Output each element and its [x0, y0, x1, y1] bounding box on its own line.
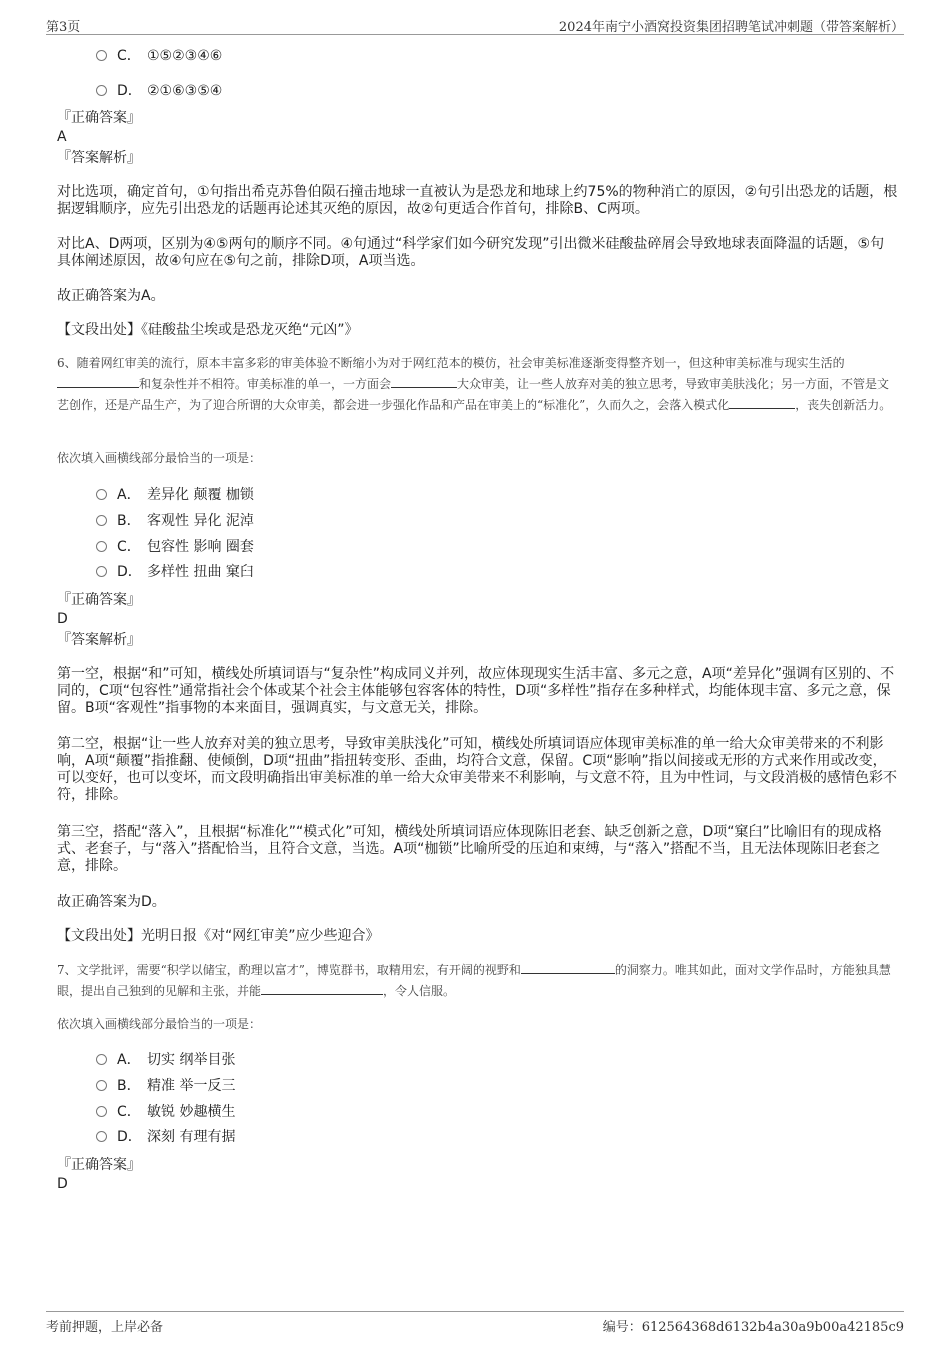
- fill-blank: [729, 396, 795, 409]
- document-code: 编号：612564368d6132b4a30a9b00a42185c9: [602, 1320, 904, 1335]
- correct-answer: A: [57, 129, 67, 145]
- q6-option-a[interactable]: A． 差异化 颠覆 枷锁: [96, 485, 254, 505]
- correct-answer: D: [57, 611, 68, 627]
- radio-icon[interactable]: [96, 1080, 107, 1091]
- analysis-paragraph: 第三空，搭配“落入”，且根据“标准化”“模式化”可知，横线处所填词语应体现陈旧老套、缺乏创新之意，D项“窠臼”比喻旧有的现成格式、老套子，与“落入”搭配恰当，且符合文意，当选。A项“枷锁”比喻所受的压迫和束缚，与“落入”搭配不当，且无法体现陈旧老套之意，排除。: [57, 824, 882, 874]
- page-footer: [46, 1311, 904, 1336]
- q6-option-d[interactable]: D． 多样性 扭曲 窠臼: [96, 562, 254, 582]
- page-header: [46, 14, 904, 35]
- q6-option-c[interactable]: C． 包容性 影响 圈套: [96, 537, 254, 557]
- radio-icon[interactable]: [96, 489, 107, 500]
- q7-option-b[interactable]: B． 精准 举一反三: [96, 1076, 235, 1096]
- q7-option-d[interactable]: D． 深刻 有理有据: [96, 1127, 235, 1147]
- analysis-label: 『答案解析』: [57, 150, 141, 166]
- analysis-label: 『答案解析』: [57, 632, 141, 648]
- fill-blank: [57, 375, 139, 388]
- page-number: 第3页: [46, 20, 81, 35]
- fill-blank: [261, 982, 383, 995]
- radio-icon[interactable]: [96, 1106, 107, 1117]
- question-prompt: 依次填入画横线部分最恰当的一项是：: [57, 1017, 262, 1031]
- q5-option-c[interactable]: C． ①⑤②③④⑥: [96, 46, 222, 66]
- question-6-stem: 6、随着网红审美的流行，原本丰富多彩的审美体验不断缩小为对于网红范本的模仿，社会审美标准逐渐变得整齐划一，但这种审美标准与现实生活的和复杂性并不相符。审美标准的单一，一方面会 大众审美，让一些人放弃对美的独立思考，导致审美肤浅化；另一方面，不管是文艺创作，还是产品生产，为了迎合所谓的大众审美，都会进一步强化作品和产品在审美上的“标准化”，久而久之，会落入模式化 ，丧失创新活力。: [57, 356, 892, 412]
- q7-option-a[interactable]: A． 切实 纲举目张: [96, 1050, 235, 1070]
- radio-icon[interactable]: [96, 85, 107, 96]
- radio-icon[interactable]: [96, 541, 107, 552]
- question-prompt: 依次填入画横线部分最恰当的一项是：: [57, 451, 262, 465]
- radio-icon[interactable]: [96, 1131, 107, 1142]
- answer-label: 『正确答案』: [57, 1157, 141, 1173]
- analysis-conclusion: 故正确答案为A。: [57, 288, 165, 304]
- radio-icon[interactable]: [96, 1054, 107, 1065]
- text-source: 【文段出处】《硅酸盐尘埃或是恐龙灭绝“元凶”》: [57, 322, 359, 338]
- document-title: 2024年南宁小酒窝投资集团招聘笔试冲刺题（带答案解析）: [558, 20, 904, 35]
- radio-icon[interactable]: [96, 515, 107, 526]
- analysis-paragraph: 对比选项，确定首句，①句指出希克苏鲁伯陨石撞击地球一直被认为是恐龙和地球上约75%的物种消亡的原因，②句引出恐龙的话题，根据逻辑顺序，应先引出恐龙的话题再论述其灭绝的原因，故②句更适合作首句，排除B、C两项。: [57, 184, 898, 217]
- question-7-stem: 7、文学批评，需要“积学以储宝，酌理以富才”，博览群书，取精用宏，有开阔的视野和 的洞察力。唯其如此，面对文学作品时，方能独具慧眼，提出自己独到的见解和主张，并能 ，令人信服。: [57, 963, 891, 998]
- answer-label: 『正确答案』: [57, 592, 141, 608]
- q5-option-d[interactable]: D． ②①⑥③⑤④: [96, 81, 222, 101]
- analysis-conclusion: 故正确答案为D。: [57, 894, 166, 910]
- analysis-paragraph: 对比A、D两项，区别为④⑤两句的顺序不同。④句通过“科学家们如今研究发现”引出微米硅酸盐碎屑会导致地球表面降温的话题，⑤句具体阐述原因，故④句应在⑤句之前，排除D项，A项当选。: [57, 236, 885, 269]
- radio-icon[interactable]: [96, 50, 107, 61]
- answer-label: 『正确答案』: [57, 110, 141, 126]
- footer-slogan: 考前押题，上岸必备: [46, 1320, 164, 1335]
- fill-blank: [521, 961, 615, 974]
- radio-icon[interactable]: [96, 566, 107, 577]
- correct-answer: D: [57, 1176, 68, 1192]
- text-source: 【文段出处】光明日报《对“网红审美”应少些迎合》: [57, 928, 380, 944]
- analysis-paragraph: 第一空，根据“和”可知，横线处所填词语与“复杂性”构成同义并列，故应体现现实生活丰富、多元之意，A项“差异化”强调有区别的、不同的，C项“包容性”通常指社会个体或某个社会主体能够包容客体的特性，D项“多样性”指存在多种样式，均能体现丰富、多元之意，保留。B项“客观性”指事物的本来面目，强调真实，与文意无关，排除。: [57, 666, 895, 716]
- q6-option-b[interactable]: B． 客观性 异化 泥淖: [96, 511, 254, 531]
- fill-blank: [391, 375, 457, 388]
- analysis-paragraph: 第二空，根据“让一些人放弃对美的独立思考，导致审美肤浅化”可知，横线处所填词语应体现审美标准的单一给大众审美带来的不利影响，A项“颠覆”指推翻、使倾倒，D项“扭曲”指扭转变形、歪曲，均符合文意，保留。C项“影响”指以间接或无形的方式来作用或改变，可以变好，也可以变坏，而文段明确指出审美标准的单一给大众审美带来不利影响，与文意不符，且为中性词，与文段消极的感情色彩不符，排除。: [57, 736, 897, 803]
- q7-option-c[interactable]: C． 敏锐 妙趣横生: [96, 1102, 235, 1122]
